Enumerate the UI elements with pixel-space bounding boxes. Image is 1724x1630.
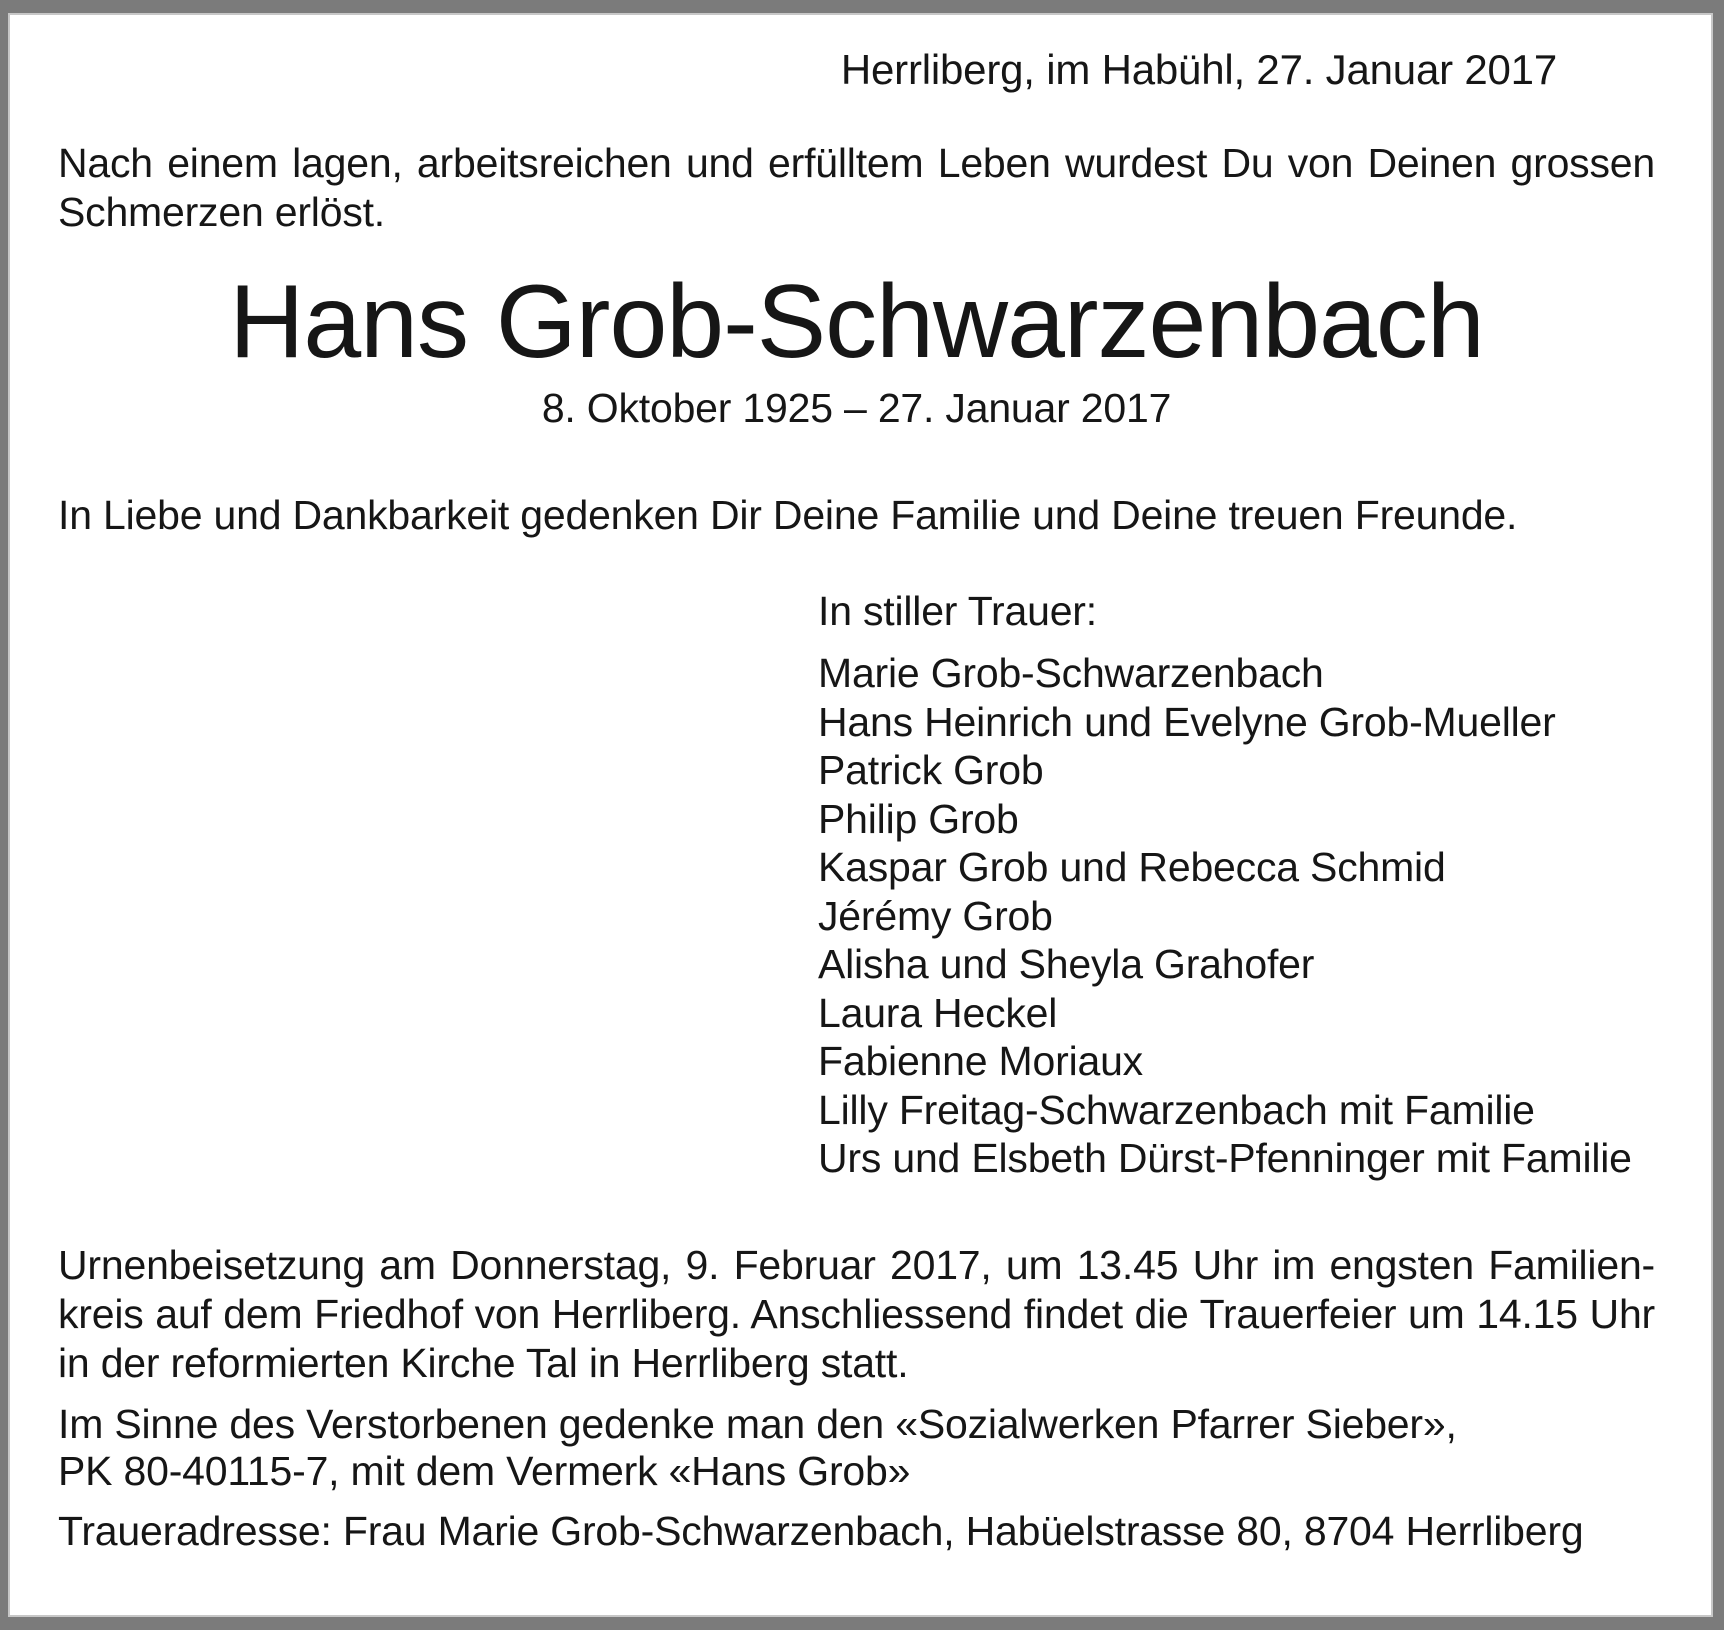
mourner-name: Fabienne Moriaux xyxy=(818,1038,1143,1084)
funeral-line: in der reformierten Kirche Tal in Herrliberg statt. xyxy=(58,1339,909,1386)
donation-line: Im Sinne des Verstorbenen gedenke man den «Sozialwerken Pfarrer Sieber», xyxy=(58,1400,1457,1447)
mourner-name: Kaspar Grob und Rebecca Schmid xyxy=(818,844,1446,890)
dateline: Herrliberg, im Habühl, 27. Januar 2017 xyxy=(840,46,1557,93)
intro-line: Schmerzen erlöst. xyxy=(58,189,386,235)
funeral-line: Urnenbeisetzung am Donnerstag, 9. Februar 2017, um 13.45 Uhr im engsten Familien- xyxy=(58,1241,1655,1288)
funeral-details xyxy=(58,1241,1655,1388)
mourning-header: In stiller Trauer: xyxy=(818,588,1097,634)
mourner-name: Patrick Grob xyxy=(818,747,1044,793)
mourning-address: Traueradresse: Frau Marie Grob-Schwarzenbach, Habüelstrasse 80, 8704 Herrliberg xyxy=(58,1507,1584,1554)
mourner-name: Marie Grob-Schwarzenbach xyxy=(818,650,1324,696)
mourner-name: Hans Heinrich und Evelyne Grob-Mueller xyxy=(818,698,1556,745)
mourner-name: Philip Grob xyxy=(818,795,1019,842)
mourner-name: Urs und Elsbeth Dürst-Pfenninger mit Familie xyxy=(818,1135,1632,1181)
intro-paragraph xyxy=(58,139,1655,237)
donation-line: PK 80-40115-7, mit dem Vermerk «Hans Grob» xyxy=(58,1447,911,1494)
tribute-line: In Liebe und Dankbarkeit gedenken Dir Deine Familie und Deine treuen Freunde. xyxy=(58,492,1518,538)
mourner-name: Laura Heckel xyxy=(818,989,1058,1036)
funeral-line: kreis auf dem Friedhof von Herrliberg. Anschliessend findet die Trauerfeier um 14.15 Uhr xyxy=(58,1290,1655,1337)
notice-content xyxy=(8,45,1713,1555)
lifespan-dates: 8. Oktober 1925 – 27. Januar 2017 xyxy=(541,385,1172,431)
donation-note xyxy=(58,1401,1655,1495)
deceased-name: Hans Grob-Schwarzenbach xyxy=(229,264,1484,380)
mourner-name: Lilly Freitag-Schwarzenbach mit Familie xyxy=(818,1086,1535,1133)
mourners-list xyxy=(818,649,1655,1183)
mourner-name: Jérémy Grob xyxy=(818,892,1053,939)
intro-line: Nach einem lagen, arbeitsreichen und erfülltem Leben wurdest Du von Deinen grossen xyxy=(58,140,1655,186)
mourner-name: Alisha und Sheyla Grahofer xyxy=(818,941,1315,987)
